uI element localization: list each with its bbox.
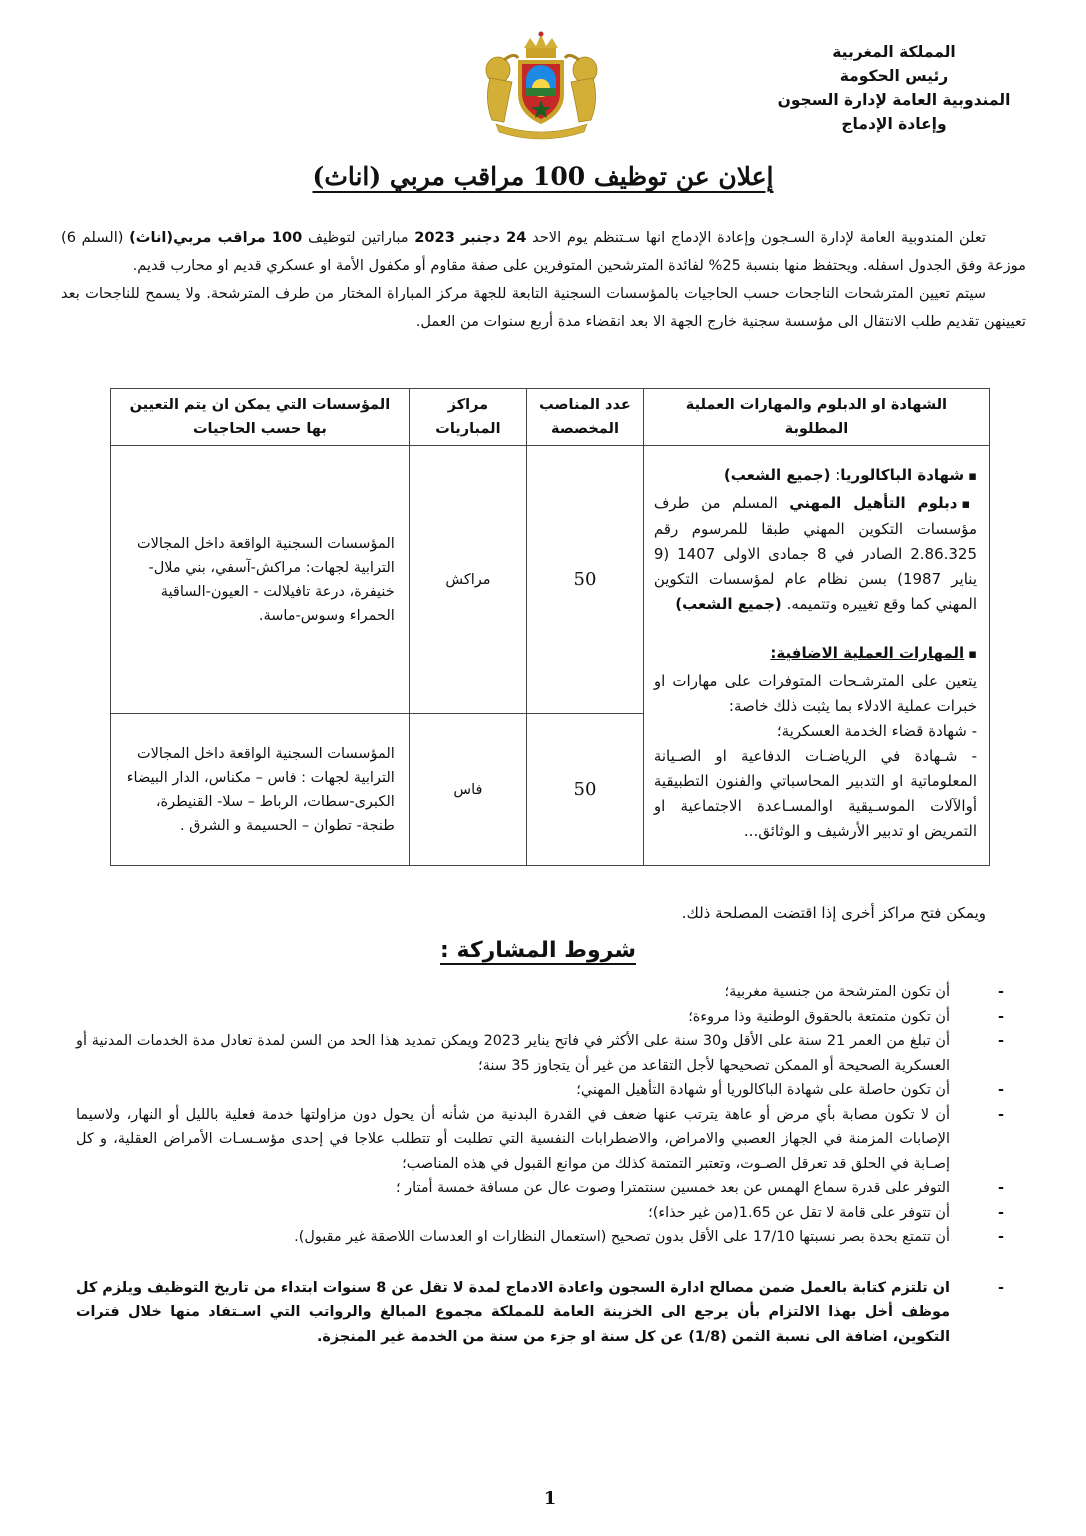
condition-item: - أن تكون المترشحة من جنسية مغربية؛ <box>66 980 1026 1005</box>
exam-date: 24 دجنبر 2023 <box>414 229 527 246</box>
header-institutions: المؤسسات التي يمكن ان يتم التعيين بها حسب الحاجيات <box>111 389 410 446</box>
announcement-title: إعلان عن توظيف 100 مراقب مربي (اناث) <box>312 162 774 191</box>
intro-text: (السلم 6) موزعة وفق الجدول اسفله. ويحتفظ منها بنسبة 25% لفائدة المترشحين المتوفرين على صفة مقاوم أو مكفول الأمة او عسكري قديم او محارب قديم. <box>61 229 1026 274</box>
condition-item: - أن تكون حاصلة على شهادة الباكالوريا أو شهادة التأهيل المهني؛ <box>66 1078 1026 1103</box>
conditions-list <box>66 980 1026 1349</box>
institutions-cell: المؤسسات السجنية الواقعة داخل المجالات الترابية لجهات: مراكش-آسفي، بني ملال-خنيفرة، درعة تافيلالت - العيون-الساقية الحمراء وسوس-ماسة. <box>111 446 410 714</box>
condition-item: - أن تبلغ من العمر 21 سنة على الأقل و30 سنة على الأكثر في فاتح يناير 2023 ويمكن تمديد هذا الحد من السن لمدة تعادل مدة الخدمات المدنية أو العسكرية الصحيحة أو الممكن تصحيحها لأجل التقاعد من غير أن يتجاوز 35 سنة؛ <box>66 1029 1026 1078</box>
exam-center-cell: فاس <box>409 714 526 866</box>
header-exam-centers: مراكز المباريات <box>409 389 526 446</box>
condition-item: - التوفر على قدرة سماع الهمس عن بعد خمسين سنتمترا وصوت عال عن مسافة خمسة أمتار ؛ <box>66 1176 1026 1201</box>
skills-intro: يتعين على المترشـحات المتوفرات على مهارات او خبرات عملية الادلاء بما يثبت ذلك خاصة: <box>653 672 977 715</box>
commitment-condition: - ان تلتزم كتابة بالعمل ضمن مصالح ادارة السجون واعادة الادماج لمدة لا تقل عن 8 سنوات ابتداء من تاريخ التوظيف ويلزم كل موظف أخل بهذا الالتزام بأن يرجع الى الخزينة العامة للمملكة مجموع المبالغ والرواتب التي اسـتفاد منها خلال فترات التكوين، اضافة الى نسبة الثمن (1/8) عن كل سنة او جزء من سنة من الخدمة غير المنجزة. <box>66 1276 1026 1350</box>
conditions-title: شروط المشاركة : <box>440 938 636 963</box>
intro-paragraph-2: سيتم تعيين المترشحات الناجحات حسب الحاجيات بالمؤسسات السجنية التابعة للجهة مركز المباراة المختار من طرف المترشحة. ولا يسمح للناجحات بعد تعيينهن تقديم طلب الانتقال الى مؤسسة سجنية خارج الجهة الا بعد انقضاء مدة أربع سنوات من العمل. <box>61 285 1026 330</box>
diploma-branches: (جميع الشعب) <box>675 595 782 613</box>
recruitment-table <box>110 388 990 866</box>
intro-section <box>61 224 1026 336</box>
coat-of-arms-icon <box>474 30 609 142</box>
header-positions-count: عدد المناصب المخصصة <box>527 389 644 446</box>
requirements-cell <box>643 446 989 866</box>
table-row <box>111 446 990 714</box>
skills-item: - شـهادة في الرياضـات الدفاعية او الصـيانة المعلوماتية او التدبير المحاسباتي والفنون التطبيقية أوالآلات الموسـيقية اوالمسـاعدة الاجتماعية او التمريض او تدبير الأرشيف و الوثائق... <box>653 747 977 840</box>
diploma-label: دبلوم التأهيل المهني <box>789 494 958 512</box>
requirement-bac: ▪ شهادة الباكالوريا: (جميع الشعب) <box>654 463 977 489</box>
post-count: 100 مراقب مربي(اناث) <box>129 229 303 246</box>
condition-item: - أن لا تكون مصابة بأي مرض أو عاهة يترتب عنها ضعف في القدرة البدنية من شأنه أن يحول دون مزاولتها خدمة فعلية بالليل أو النهار، ولاسيما الإصابات المزمنة في الجهاز العصبي والامراض، والاضطرابات النفسية التي تطلبت أو تتطلب علاجا في إحدى مؤسـسـات الأمراض العقلية، و كل إصـابة في الحلق قد تعرقل الصـوت، وتعتبر التمتمة كذلك من موانع القبول في هذه المناصب؛ <box>66 1103 1026 1177</box>
motto-ribbon-icon <box>496 124 587 139</box>
header-line-government: رئيس الحكومة <box>839 67 949 85</box>
exam-center-cell: مراكش <box>409 446 526 714</box>
table-header-row <box>111 389 990 446</box>
condition-item: - أن تتوفر على قامة لا تقل عن 1.65(من غير حذاء)؛ <box>66 1201 1026 1226</box>
bac-branches: (جميع الشعب) <box>723 466 831 484</box>
requirement-diploma <box>654 491 977 617</box>
intro-text: مباراتين لتوظيف <box>302 229 415 246</box>
header-line-reintegration: وإعادة الإدماج <box>841 115 947 133</box>
lion-right-icon <box>565 55 597 122</box>
header-requirements: الشهادة او الدبلوم والمهارات العملية المطلوبة <box>643 389 989 446</box>
intro-text: تعلن المندوبية العامة لإدارة السـجون وإعادة الإدماج انها سـتنظم يوم الاحد <box>526 229 986 246</box>
condition-item: - أن تتمتع بحدة بصر نسبتها 17/10 على الأقل بدون تصحيح (استعمال النظارات او العدسات اللاصقة غير مقبول). <box>66 1225 1026 1250</box>
positions-count-cell: 50 <box>527 714 644 866</box>
diploma-text: المسلم من طرف مؤسسات التكوين المهني طبقا للمرسوم رقم 2.86.325 الصادر في 8 جمادى الاولى 1407 (9 يناير 1987) بسن نظام عام لمؤسسات التكوين المهني كما وقع تغييره وتتميمه. <box>653 494 978 613</box>
skills-label: المهارات العملية الاضافية: <box>770 644 965 662</box>
issuer-header <box>764 40 1024 136</box>
crown-icon <box>524 32 558 59</box>
header-line-kingdom: المملكة المغربية <box>832 43 956 61</box>
additional-centers-note: ويمكن فتح مراكز أخرى إذا اقتضت المصلحة ذلك. <box>681 904 986 922</box>
intro-paragraph-1 <box>61 224 1026 280</box>
skills-item: - شهادة قضاء الخدمة العسكرية؛ <box>776 722 977 740</box>
institutions-cell: المؤسسات السجنية الواقعة داخل المجالات الترابية لجهات : فاس – مكناس، الدار البيضاء الكبرى-سطات، الرباط – سلا- القنيطرة، طنجة- تطوان – الحسيمة و الشرق . <box>111 714 410 866</box>
condition-item: - أن تكون متمتعة بالحقوق الوطنية وذا مروءة؛ <box>66 1005 1026 1030</box>
bac-label: شهادة الباكالوريا <box>840 466 965 484</box>
shield-icon <box>518 60 564 124</box>
positions-count-cell: 50 <box>527 446 644 714</box>
lion-left-icon <box>486 55 518 122</box>
header-line-delegation: المندوبية العامة لإدارة السجون <box>777 91 1011 109</box>
page-number: 1 <box>543 1488 557 1509</box>
requirement-skills <box>654 641 977 667</box>
